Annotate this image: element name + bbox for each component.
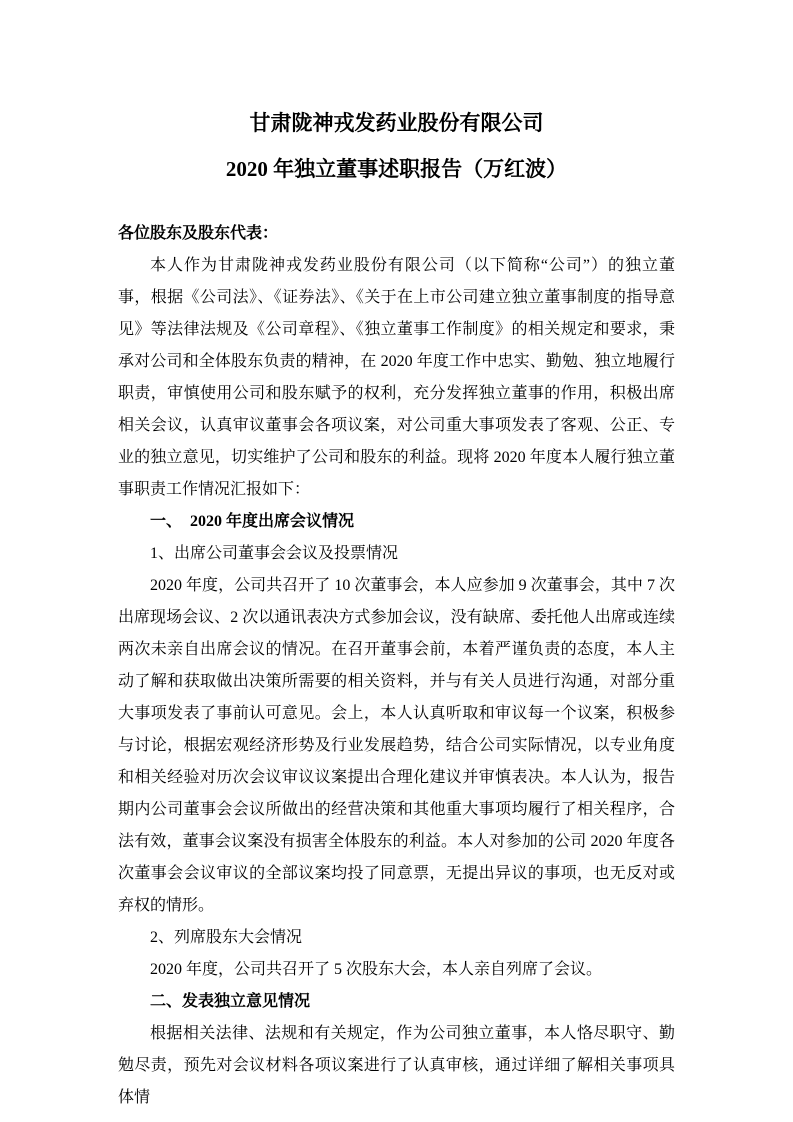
doc-title-line: 甘肃陇神戎发药业股份有限公司 xyxy=(249,111,544,135)
paragraph: 本人作为甘肃陇神戎发药业股份有限公司（以下简称“公司”）的独立董事，根据《公司法》、《证券法》、《关于在上市公司建立独立董事制度的指导意见》等法律法规及《公司章程》、《独立董事工作制度》的相关规定和要求，秉承对公司和全体股东负责的精神，在 2020 年度工作中忠实、勤勉、独立地履行职责，审慎使用公司和股东赋予的权利，充分发挥独立董事的作用，积极出席相关会议，认真审议董事会各项议案，对公司重大事项发表了客观、公正、专业的独立意见，切实维护了公司和股东的利益。现将 2020 年度本人履行独立董事职责工作情况汇报如下： xyxy=(118,257,675,498)
subsection-heading: 1、出席公司董事会会议及投票情况 xyxy=(150,545,399,562)
section-heading: 二、发表独立意见情况 xyxy=(150,993,311,1010)
doc-title-line: 2020 年独立董事述职报告（万红波） xyxy=(225,157,568,181)
paragraph: 2020 年度，公司共召开了 5 次股东大会，本人亲自列席了会议。 xyxy=(150,961,603,978)
section-heading: 一、 2020 年度出席会议情况 xyxy=(150,513,355,530)
subsection-heading: 2、列席股东大会情况 xyxy=(150,929,303,946)
salutation: 各位股东及股东代表： xyxy=(118,225,279,242)
paragraph: 根据相关法律、法规和有关规定，作为公司独立董事，本人恪尽职守、勤勉尽责，预先对会议材料各项议案进行了认真审核，通过详细了解相关事项具体情 xyxy=(118,1025,675,1106)
paragraph: 2020 年度，公司共召开了 10 次董事会，本人应参加 9 次董事会，其中 7 次出席现场会议、2 次以通讯表决方式参加会议，没有缺席、委托他人出席或连续两次未亲自出席会议的情况。在召开董事会前，本着严谨负责的态度，本人主动了解和获取做出决策所需要的相关资料，并与有关人员进行沟通，对部分重大事项发表了事前认可意见。会上，本人认真听取和审议每一个议案，积极参与讨论，根据宏观经济形势及行业发展趋势，结合公司实际情况，以专业角度和相关经验对历次会议审议议案提出合理化建议并审慎表决。本人认为，报告期内公司董事会会议所做出的经营决策和其他重大事项均履行了相关程序，合法有效，董事会议案没有损害全体股东的利益。本人对参加的公司 2020 年度各次董事会会议审议的全部议案均投了同意票，无提出异议的事项，也无反对或弃权的情形。 xyxy=(118,577,675,914)
